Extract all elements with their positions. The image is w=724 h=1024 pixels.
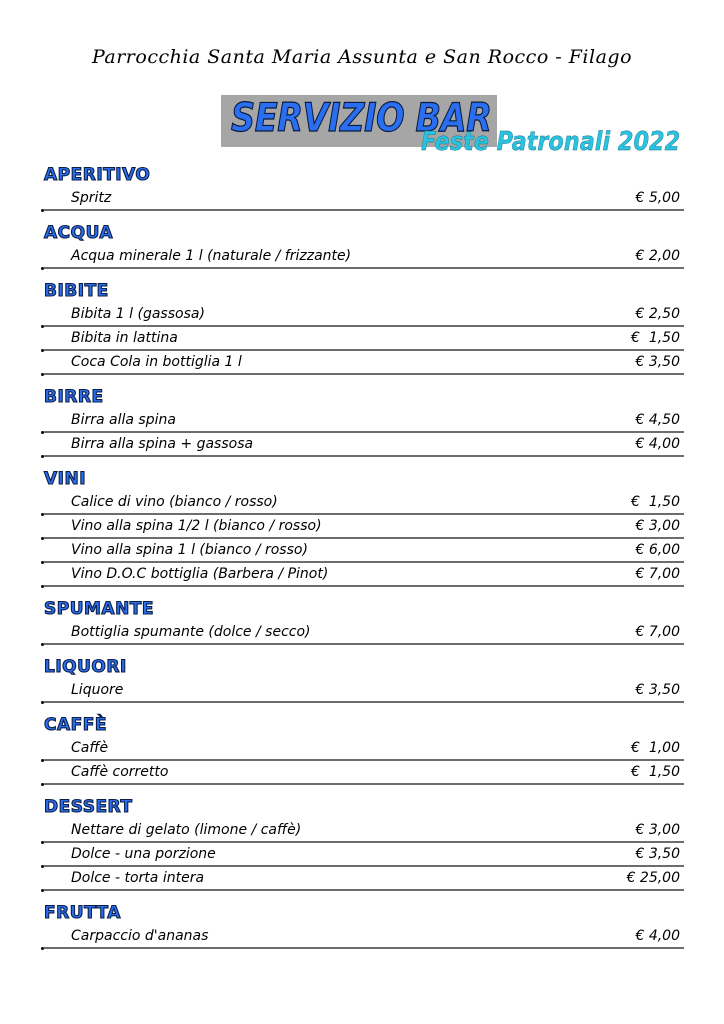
item-name: Vino alla spina 1/2 l (bianco / rosso) [71, 518, 322, 534]
menu-item-row [44, 563, 684, 587]
item-price: € 3,00 [635, 822, 680, 838]
item-name: Vino D.O.C bottiglia (Barbera / Pinot) [71, 566, 329, 582]
item-name: Birra alla spina [71, 412, 176, 428]
menu-item-row [44, 819, 684, 843]
item-price: € 2,00 [635, 248, 680, 264]
row-bullet-dot [41, 373, 44, 376]
item-price: € 6,00 [635, 542, 680, 558]
item-name: Caffè corretto [71, 764, 169, 780]
row-bullet-dot [41, 947, 44, 950]
category-heading: BIRRE [44, 387, 104, 407]
item-name: Coca Cola in bottiglia 1 l [71, 354, 242, 370]
item-name: Birra alla spina + gassosa [71, 436, 254, 452]
item-name: Bibita in lattina [71, 330, 178, 346]
menu-item-row [44, 843, 684, 867]
item-price: € 1,50 [631, 764, 680, 780]
item-price: € 4,00 [635, 436, 680, 452]
item-name: Carpaccio d'ananas [71, 928, 209, 944]
item-price: € 7,00 [635, 566, 680, 582]
category-heading: APERITIVO [44, 165, 151, 185]
menu-item-row [44, 867, 684, 891]
page-subtitle: Feste Patronali 2022 [421, 127, 681, 157]
item-name: Dolce - una porzione [71, 846, 216, 862]
row-bullet-dot [41, 889, 44, 892]
item-name: Spritz [71, 190, 112, 206]
menu-item-row [44, 433, 684, 457]
menu-item-row [44, 761, 684, 785]
item-name: Acqua minerale 1 l (naturale / frizzante) [71, 248, 352, 264]
row-bullet-dot [41, 643, 44, 646]
menu-item-row [44, 327, 684, 351]
menu-item-row [44, 925, 684, 949]
menu-item-row [44, 351, 684, 375]
item-price: € 3,50 [635, 846, 680, 862]
item-price: € 4,00 [635, 928, 680, 944]
item-price: € 5,00 [635, 190, 680, 206]
row-bullet-dot [41, 585, 44, 588]
item-price: € 3,50 [635, 354, 680, 370]
category-heading: VINI [44, 469, 87, 489]
row-bullet-dot [41, 783, 44, 786]
item-price: € 2,50 [635, 306, 680, 322]
category-heading: DESSERT [44, 797, 133, 817]
item-price: € 25,00 [626, 870, 680, 886]
item-price: € 1,50 [631, 330, 680, 346]
menu-item-row [44, 187, 684, 211]
menu-item-row [44, 515, 684, 539]
item-name: Bibita 1 l (gassosa) [71, 306, 205, 322]
menu-item-row [44, 303, 684, 327]
item-price: € 3,00 [635, 518, 680, 534]
item-name: Nettare di gelato (limone / caffè) [71, 822, 302, 838]
item-price: € 1,50 [631, 494, 680, 510]
category-heading: BIBITE [44, 281, 109, 301]
category-heading: FRUTTA [44, 903, 121, 923]
parish-heading: Parrocchia Santa Maria Assunta e San Rocco - Filago [91, 46, 633, 68]
item-price: € 4,50 [635, 412, 680, 428]
row-bullet-dot [41, 267, 44, 270]
category-heading: CAFFÈ [44, 715, 107, 735]
item-name: Caffè [71, 740, 109, 756]
menu-item-row [44, 679, 684, 703]
menu-item-row [44, 491, 684, 515]
row-bullet-dot [41, 455, 44, 458]
category-heading: LIQUORI [44, 657, 127, 677]
menu-item-row [44, 621, 684, 645]
item-name: Liquore [71, 682, 124, 698]
item-name: Dolce - torta intera [71, 870, 205, 886]
item-price: € 3,50 [635, 682, 680, 698]
category-heading: SPUMANTE [44, 599, 155, 619]
page-title: SERVIZIO BAR [231, 96, 492, 141]
menu-item-row [44, 409, 684, 433]
item-name: Vino alla spina 1 l (bianco / rosso) [71, 542, 308, 558]
item-name: Bottiglia spumante (dolce / secco) [71, 624, 311, 640]
menu-item-row [44, 737, 684, 761]
menu-item-row [44, 539, 684, 563]
item-name: Calice di vino (bianco / rosso) [71, 494, 278, 510]
category-heading: ACQUA [44, 223, 114, 243]
menu-list [44, 163, 684, 949]
item-price: € 7,00 [635, 624, 680, 640]
row-bullet-dot [41, 701, 44, 704]
menu-item-row [44, 245, 684, 269]
row-bullet-dot [41, 209, 44, 212]
item-price: € 1,00 [631, 740, 680, 756]
